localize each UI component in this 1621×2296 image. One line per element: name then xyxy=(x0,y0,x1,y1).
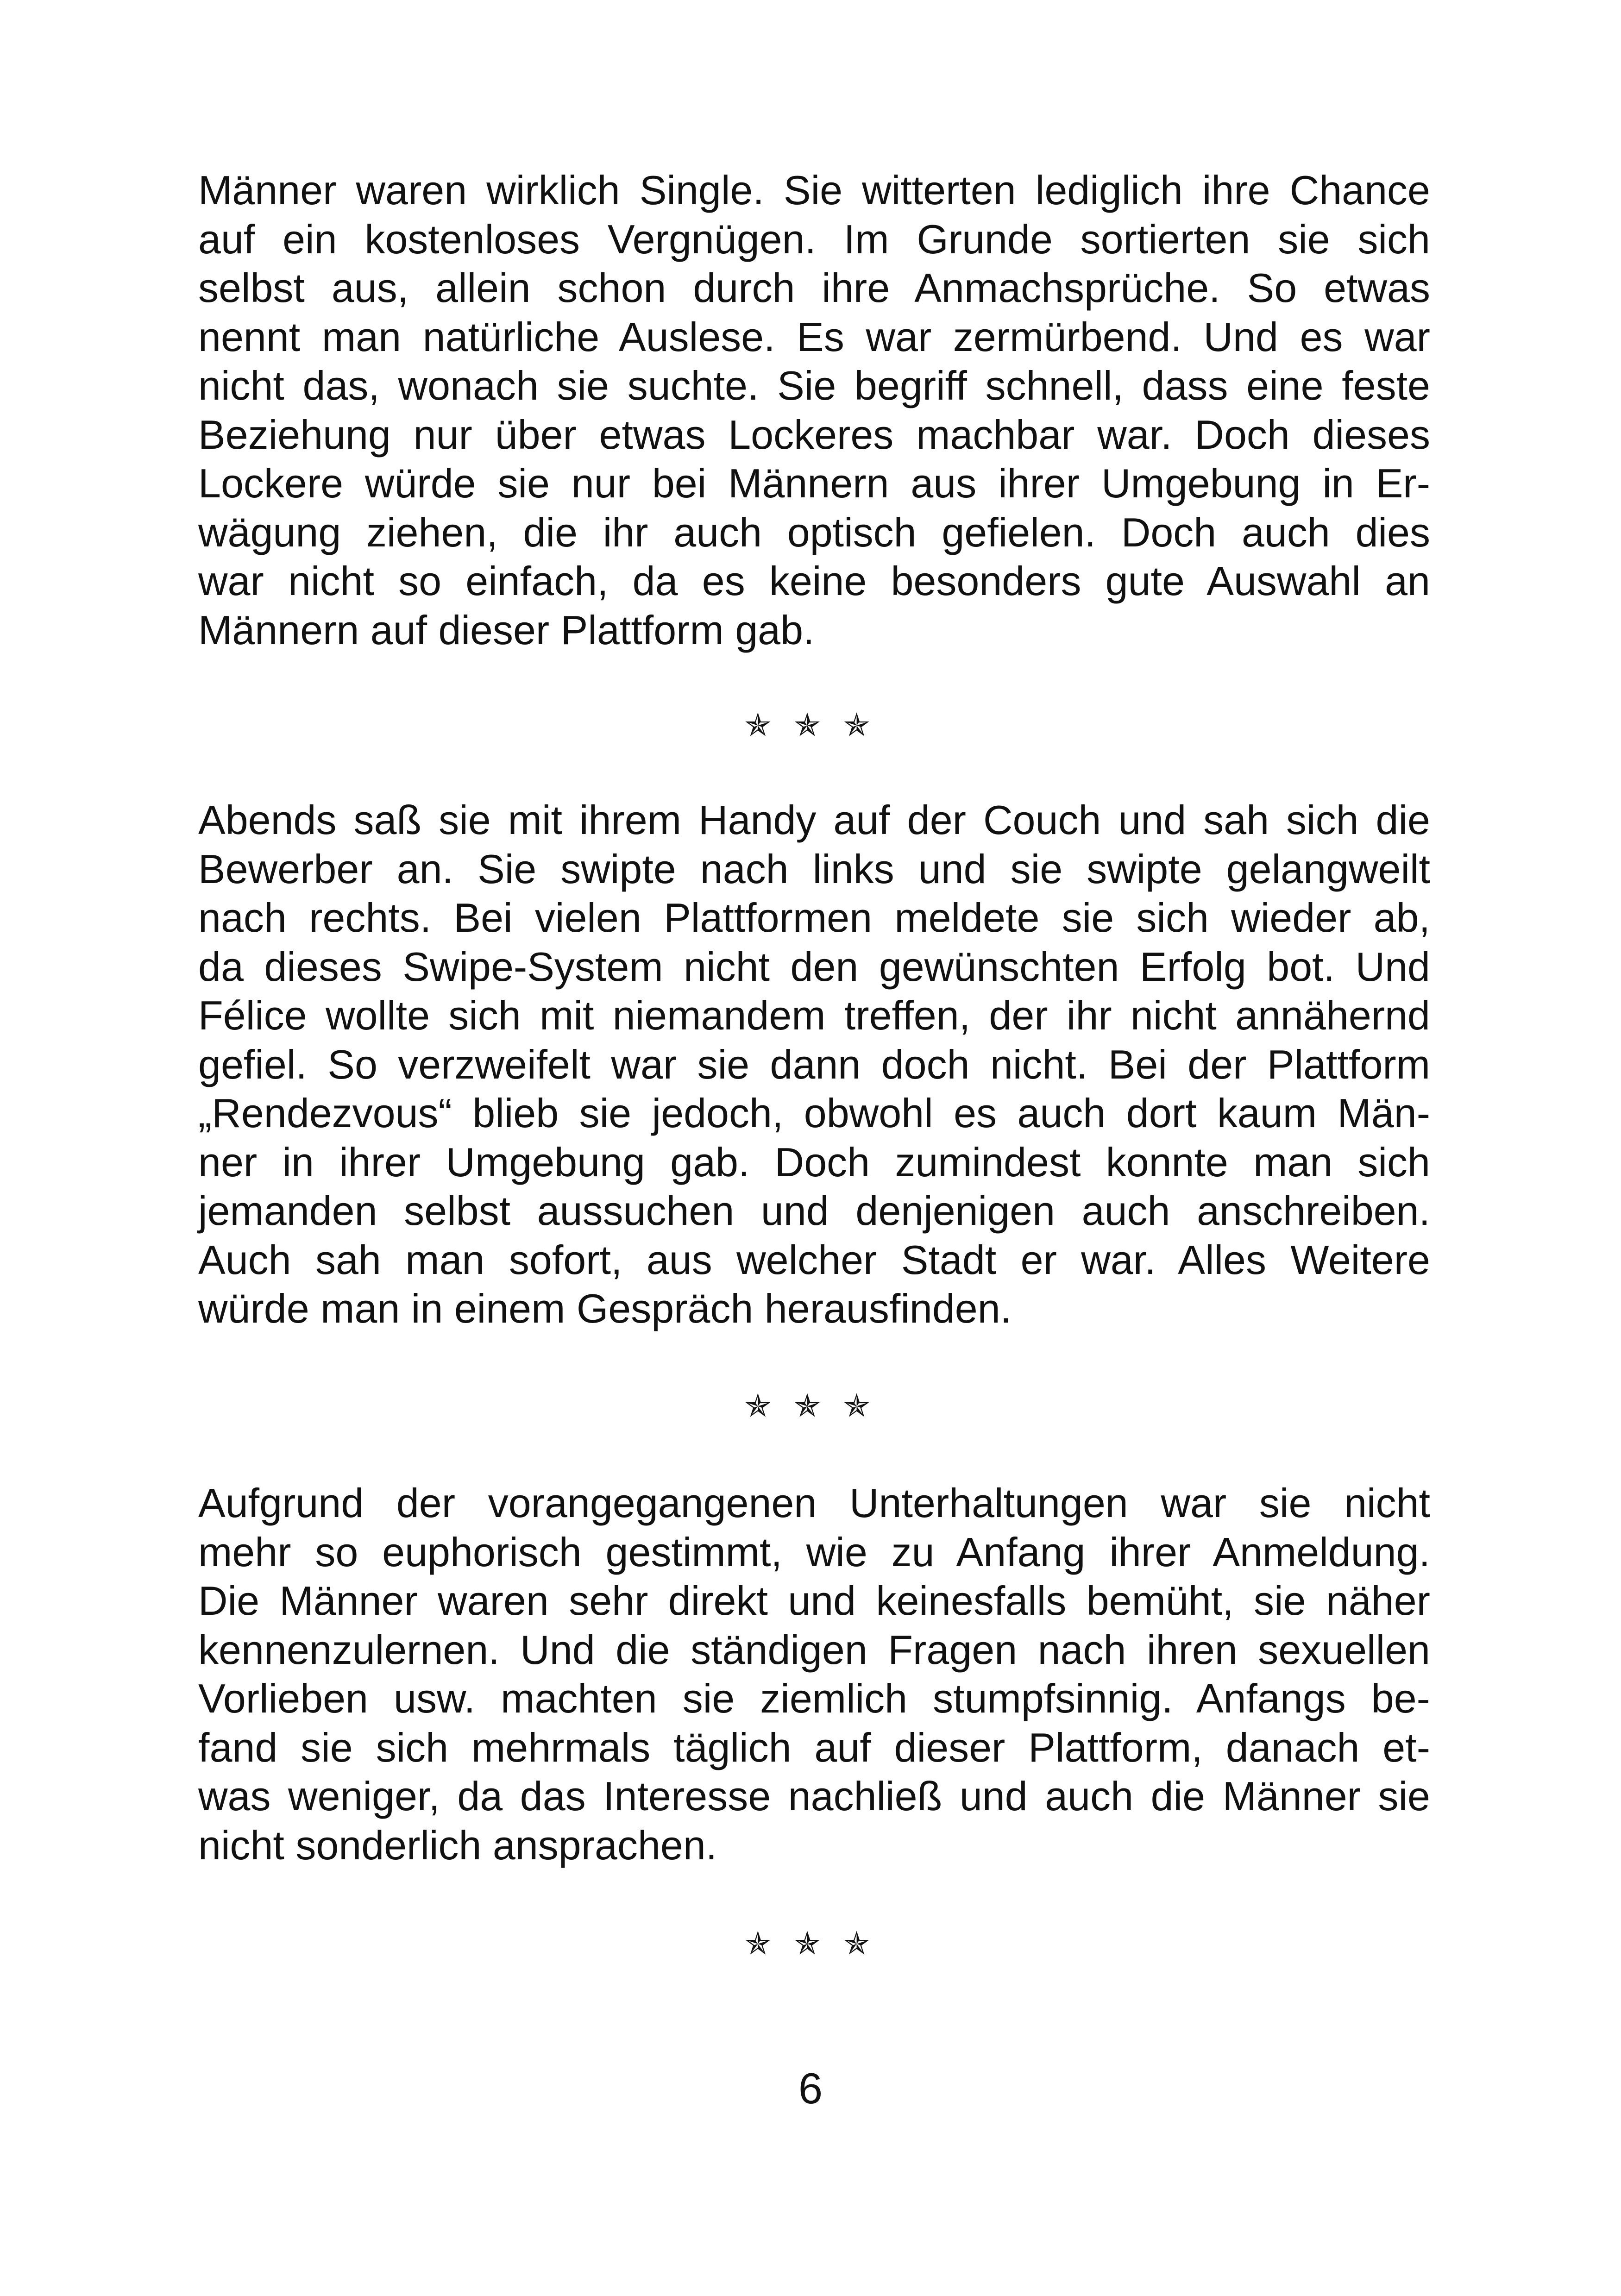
text-line: Auch sah man sofort, aus welcher Stadt er war. Alles Weitere xyxy=(198,1236,1430,1283)
text-line: Félice wollte sich mit niemandem treffen, der ihr nicht annähernd xyxy=(198,992,1430,1038)
paragraph-2 xyxy=(198,796,1430,1333)
text-line: da dieses Swipe-System nicht den gewünschten Erfolg bot. Und xyxy=(198,943,1430,990)
text-line: Beziehung nur über etwas Lockeres machbar war. Doch dieses xyxy=(198,411,1430,458)
section-separator: ✯ ✯ ✯ xyxy=(744,1926,877,1962)
page-number: 6 xyxy=(798,2064,823,2113)
text-line: Aufgrund der vorangegangenen Unterhaltungen war sie nicht xyxy=(198,1480,1430,1526)
text-line: war nicht so einfach, da es keine besonders gute Auswahl an xyxy=(198,558,1430,604)
text-line: jemanden selbst aussuchen und denjenigen auch anschreiben. xyxy=(198,1188,1430,1234)
text-line: nicht sonderlich ansprachen. xyxy=(198,1822,717,1868)
text-line: auf ein kostenloses Vergnügen. Im Grunde sortierten sie sich xyxy=(198,216,1430,262)
text-line: Die Männer waren sehr direkt und keinesfalls bemüht, sie näher xyxy=(198,1578,1430,1624)
paragraph-1 xyxy=(198,166,1430,654)
text-line: nach rechts. Bei vielen Plattformen meldete sie sich wieder ab, xyxy=(198,895,1430,941)
text-line: was weniger, da das Interesse nachließ und auch die Männer sie xyxy=(198,1773,1430,1819)
text-line: Vorlieben usw. machten sie ziemlich stumpfsinnig. Anfangs be- xyxy=(198,1675,1430,1721)
text-line: „Rendezvous“ blieb sie jedoch, obwohl es auch dort kaum Män- xyxy=(198,1090,1430,1136)
text-line: Männer waren wirklich Single. Sie witterten lediglich ihre Chance xyxy=(198,167,1430,213)
text-line: nennt man natürliche Auslese. Es war zermürbend. Und es war xyxy=(198,314,1430,360)
text-line: Lockere würde sie nur bei Männern aus ihrer Umgebung in Er- xyxy=(198,460,1430,506)
text-line: mehr so euphorisch gestimmt, wie zu Anfang ihrer Anmeldung. xyxy=(198,1529,1430,1575)
section-separator: ✯ ✯ ✯ xyxy=(744,707,877,744)
text-line: Männern auf dieser Plattform gab. xyxy=(198,607,815,653)
text-line: gefiel. So verzweifelt war sie dann doch nicht. Bei der Plattform xyxy=(198,1041,1430,1087)
text-line: kennenzulernen. Und die ständigen Fragen nach ihren sexuellen xyxy=(198,1626,1430,1673)
text-line: nicht das, wonach sie suchte. Sie begriff schnell, dass eine feste xyxy=(198,363,1430,408)
text-line: fand sie sich mehrmals täglich auf dieser Plattform, danach et- xyxy=(198,1724,1430,1770)
text-line: würde man in einem Gespräch herausfinden. xyxy=(198,1286,1012,1331)
text-line: selbst aus, allein schon durch ihre Anmachsprüche. So etwas xyxy=(198,265,1430,311)
paragraph-3 xyxy=(198,1479,1430,1869)
text-line: wägung ziehen, die ihr auch optisch gefielen. Doch auch dies xyxy=(198,509,1430,555)
text-line: ner in ihrer Umgebung gab. Doch zumindest konnte man sich xyxy=(198,1139,1430,1185)
section-separator: ✯ ✯ ✯ xyxy=(744,1388,877,1424)
text-line: Bewerber an. Sie swipte nach links und sie swipte gelangweilt xyxy=(198,846,1430,892)
text-line: Abends saß sie mit ihrem Handy auf der Couch und sah sich die xyxy=(198,797,1430,843)
